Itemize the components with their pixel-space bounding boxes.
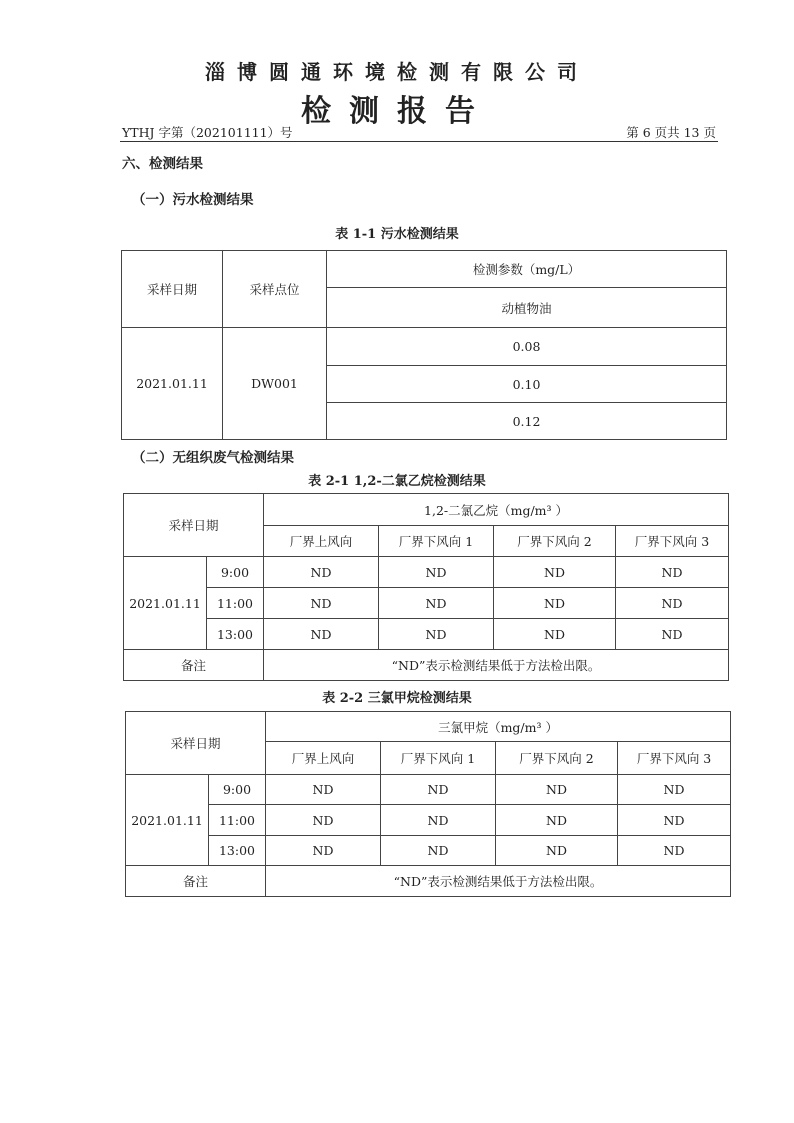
header-sampling-date: 采样日期 <box>124 494 264 557</box>
value-cell: ND <box>618 836 731 866</box>
header-rule <box>120 141 718 142</box>
header-downwind-3: 厂界下风向 3 <box>618 742 731 775</box>
value-cell: ND <box>379 588 494 619</box>
value-cell: ND <box>379 557 494 588</box>
value-cell: ND <box>496 775 618 805</box>
header-downwind-2: 厂界下风向 2 <box>496 742 618 775</box>
value-cell: 0.10 <box>327 366 727 403</box>
value-cell: ND <box>496 805 618 836</box>
table-2-1-caption: 表 2-1 1,2-二氯乙烷检测结果 <box>308 474 486 489</box>
page-number: 第 6 页共 13 页 <box>626 125 716 140</box>
value-cell: ND <box>496 836 618 866</box>
header-parameter: 三氯甲烷（mg/m³ ） <box>266 712 731 742</box>
header-upwind: 厂界上风向 <box>264 526 379 557</box>
time-cell: 9:00 <box>209 775 266 805</box>
header-downwind-3: 厂界下风向 3 <box>616 526 729 557</box>
section-title: 六、检测结果 <box>122 156 203 172</box>
dichloroethane-table <box>123 493 729 681</box>
value-cell: ND <box>381 836 496 866</box>
table-2-2-caption: 表 2-2 三氯甲烷检测结果 <box>322 691 472 706</box>
value-cell: ND <box>616 557 729 588</box>
value-cell: ND <box>616 619 729 650</box>
value-cell: ND <box>266 836 381 866</box>
header-downwind-1: 厂界下风向 1 <box>381 742 496 775</box>
time-cell: 13:00 <box>207 619 264 650</box>
header-downwind-2: 厂界下风向 2 <box>494 526 616 557</box>
time-cell: 13:00 <box>209 836 266 866</box>
time-cell: 11:00 <box>207 588 264 619</box>
report-title: 检测报告 <box>301 94 493 129</box>
header-sampling-date: 采样日期 <box>126 712 266 775</box>
time-cell: 9:00 <box>207 557 264 588</box>
header-parameter: 检测参数（mg/L） <box>327 251 727 288</box>
time-cell: 11:00 <box>209 805 266 836</box>
value-cell: ND <box>264 619 379 650</box>
wastewater-table <box>121 250 727 440</box>
value-cell: 0.12 <box>327 403 727 440</box>
value-cell: ND <box>616 588 729 619</box>
company-name: 淄博圆通环境检测有限公司 <box>205 60 589 84</box>
sample-date: 2021.01.11 <box>124 557 207 650</box>
value-cell: ND <box>618 805 731 836</box>
header-downwind-1: 厂界下风向 1 <box>379 526 494 557</box>
table-1-1-caption: 表 1-1 污水检测结果 <box>335 227 459 242</box>
value-cell: 0.08 <box>327 328 727 366</box>
chloroform-table <box>125 711 731 897</box>
value-cell: ND <box>381 775 496 805</box>
value-cell: ND <box>381 805 496 836</box>
wastewater-heading: （一）污水检测结果 <box>132 192 254 208</box>
value-cell: ND <box>264 557 379 588</box>
parameter-name: 动植物油 <box>327 288 727 328</box>
sample-date: 2021.01.11 <box>126 775 209 866</box>
note-label: 备注 <box>126 866 266 897</box>
header-sampling-date: 采样日期 <box>122 251 223 328</box>
header-sampling-point: 采样点位 <box>223 251 327 328</box>
air-heading: （二）无组织废气检测结果 <box>132 450 294 466</box>
value-cell: ND <box>264 588 379 619</box>
value-cell: ND <box>494 557 616 588</box>
note-text: “ND”表示检测结果低于方法检出限。 <box>264 650 729 681</box>
value-cell: ND <box>618 775 731 805</box>
sample-point: DW001 <box>223 328 327 440</box>
header-upwind: 厂界上风向 <box>266 742 381 775</box>
note-label: 备注 <box>124 650 264 681</box>
value-cell: ND <box>379 619 494 650</box>
sample-date: 2021.01.11 <box>122 328 223 440</box>
value-cell: ND <box>494 588 616 619</box>
value-cell: ND <box>266 805 381 836</box>
value-cell: ND <box>266 775 381 805</box>
document-number: YTHJ 字第（202101111）号 <box>122 125 293 140</box>
header-parameter: 1,2-二氯乙烷（mg/m³ ） <box>264 494 729 526</box>
value-cell: ND <box>494 619 616 650</box>
note-text: “ND”表示检测结果低于方法检出限。 <box>266 866 731 897</box>
